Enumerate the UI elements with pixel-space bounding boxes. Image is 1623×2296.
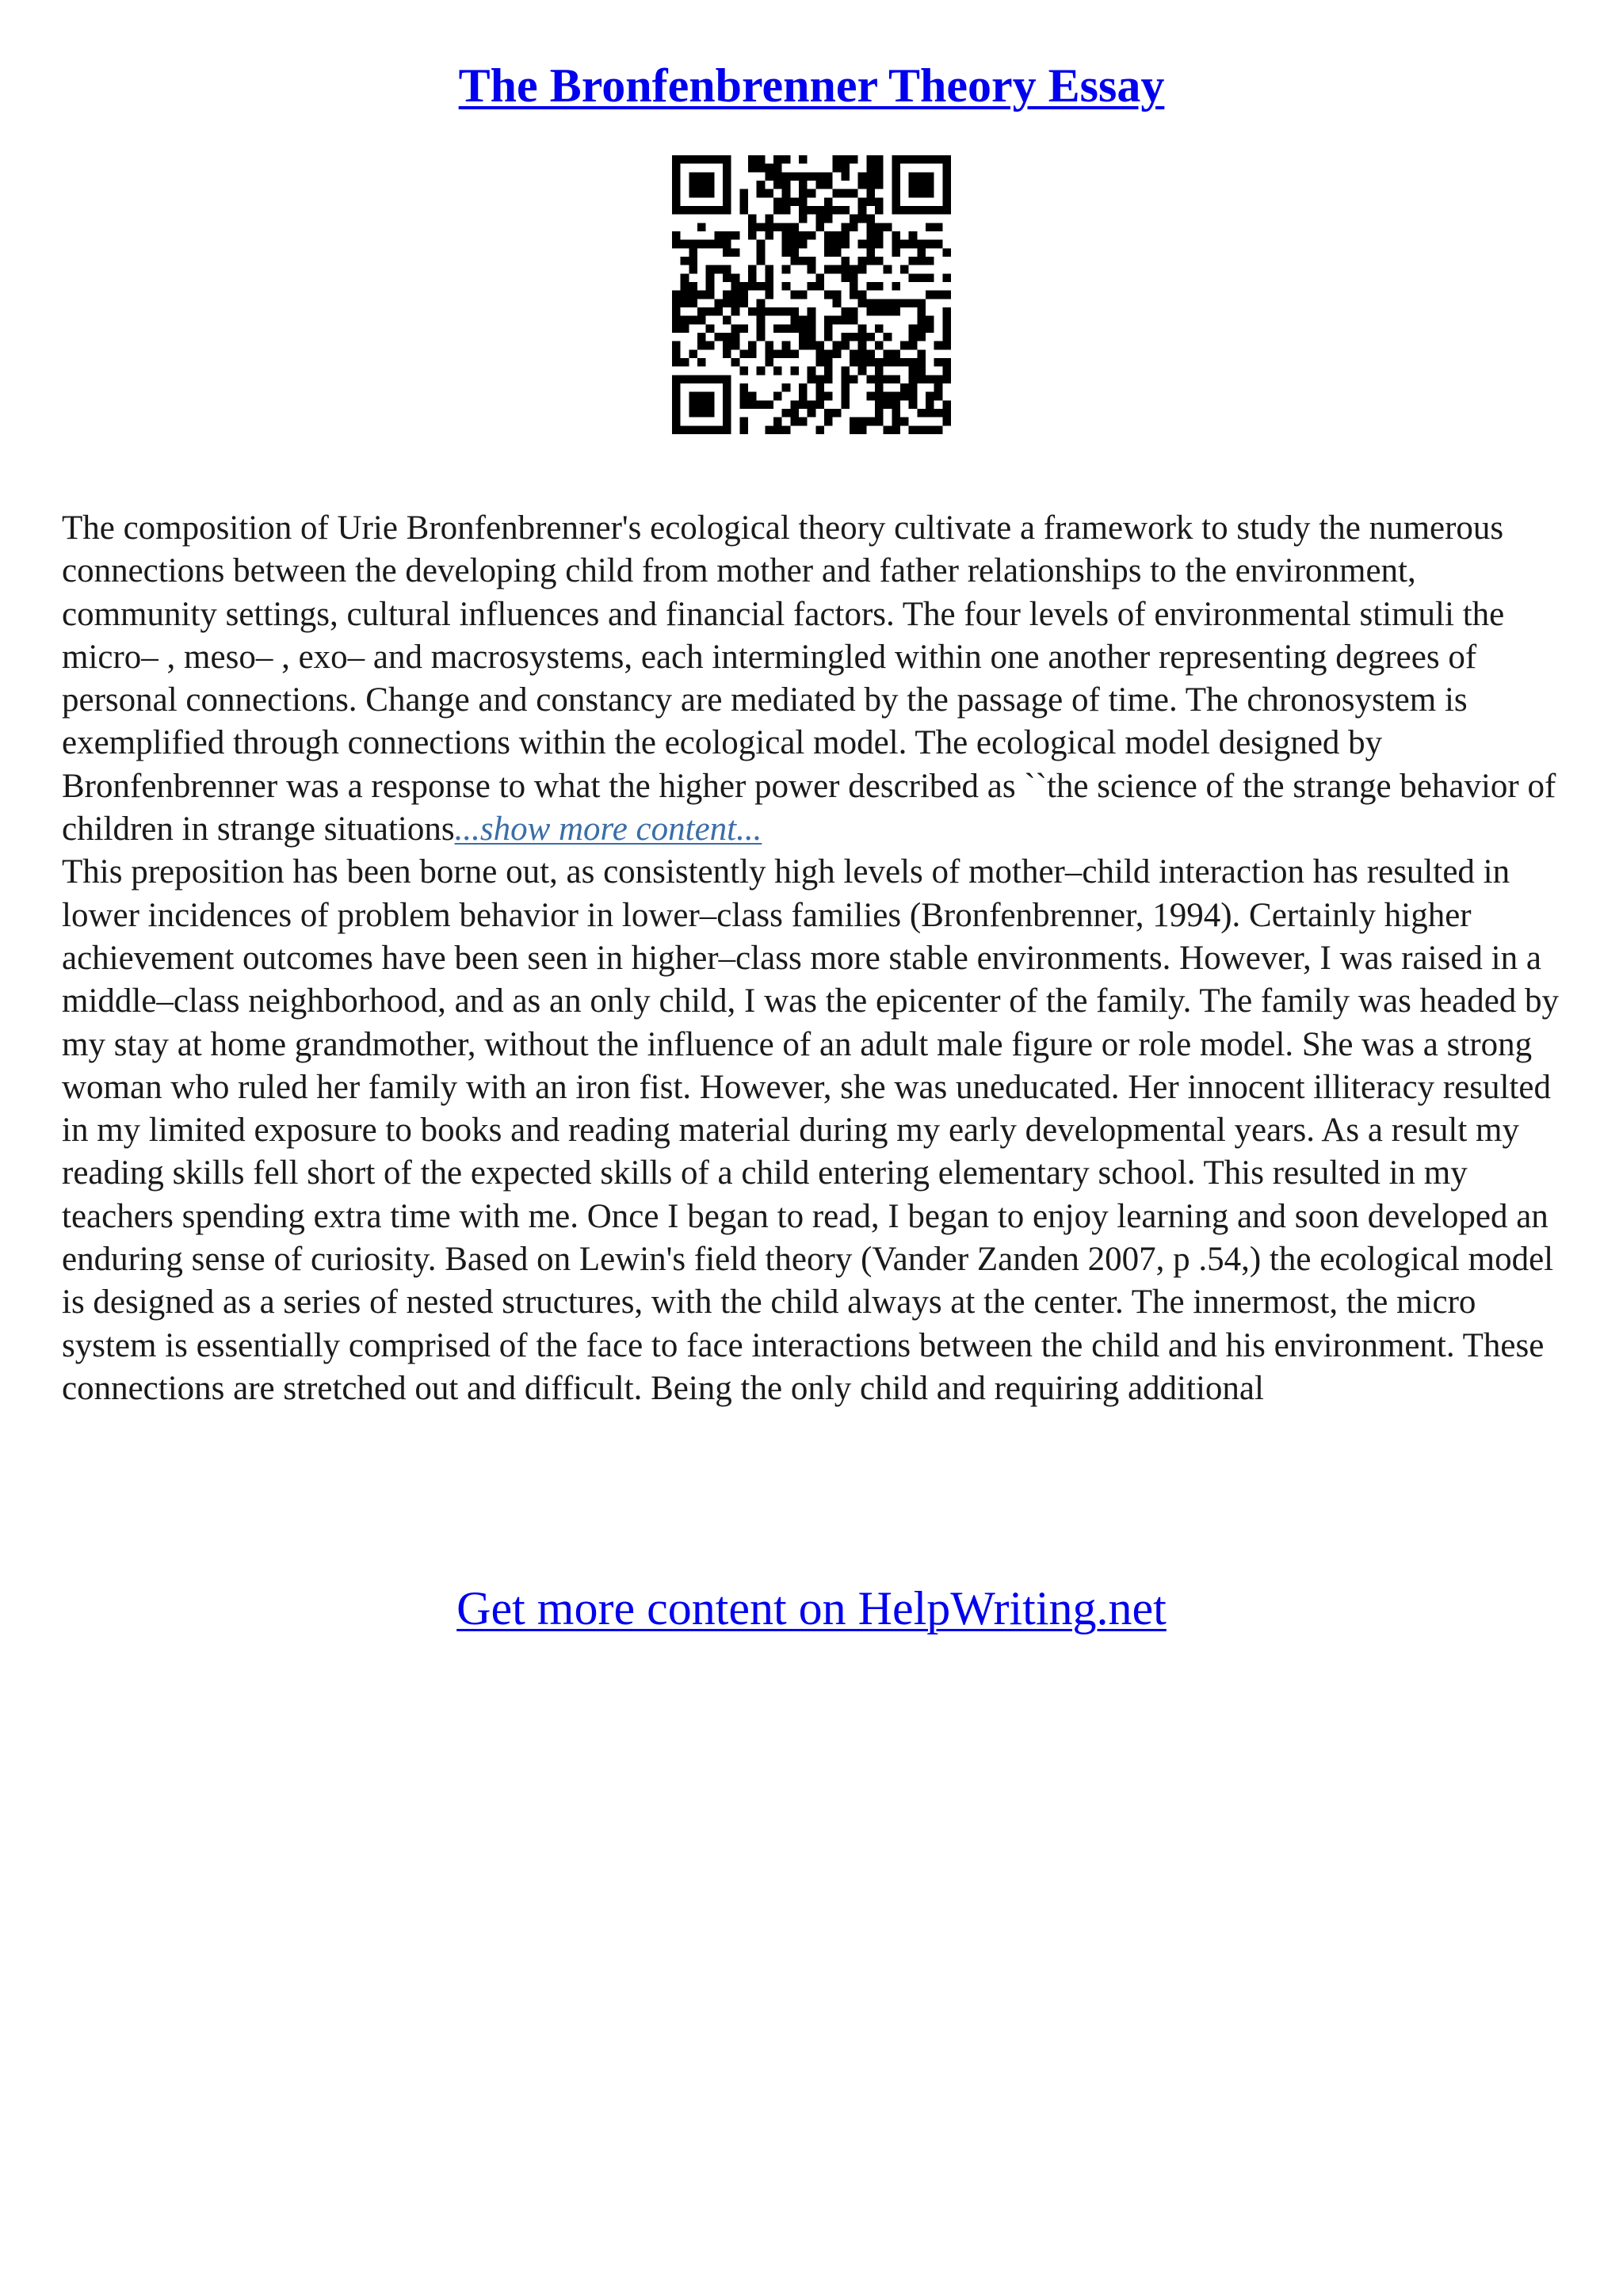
show-more-link[interactable]: ...show more content...: [454, 810, 762, 849]
footer: [0, 1577, 1623, 1640]
get-more-content-link[interactable]: Get more content on HelpWriting.net: [456, 1582, 1167, 1634]
paragraph-1-text: The composition of Urie Bronfenbrenner's ecological theory cultivate a framework to study the numerous connections between the developing child from mother and father relationships to the environment, community settings, cultural influences and financial factors. The four levels of environmental stimuli the micro– , meso– , exo– and macrosystems, each intermingled within one another representing degrees of personal connections. Change and constancy are mediated by the passage of time. The chronosystem is exemplified through connections within the ecological model. The ecological model designed by Bronfenbrenner was a response to what the higher power described as ``the science of the strange behavior of children in strange situations: [62, 509, 1556, 849]
page-title: [0, 54, 1623, 117]
title-link[interactable]: The Bronfenbrenner Theory Essay: [458, 59, 1165, 112]
essay-body: [62, 507, 1568, 1410]
qr-code-icon: [672, 155, 951, 434]
essay-paragraph-1: [62, 507, 1568, 851]
essay-paragraph-2: This preposition has been borne out, as consistently high levels of mother–child interaction has resulted in lower incidences of problem behavior in lower–class families (Bronfenbrenner, 1994). Certainly higher achievement outcomes have been seen in higher–class more stable environments. However, I was raised in a middle–class neighborhood, and as an only child, I was the epicenter of the family. The family was headed by my stay at home grandmother, without the influence of an adult male figure or role model. She was a strong woman who ruled her family with an iron fist. However, she was uneducated. Her innocent illiteracy resulted in my limited exposure to books and reading material during my early developmental years. As a result my reading skills fell short of the expected skills of a child entering elementary school. This resulted in my teachers spending extra time with me. Once I began to read, I began to enjoy learning and soon developed an enduring sense of curiosity. Based on Lewin's field theory (Vander Zanden 2007, p .54,) the ecological model is designed as a series of nested structures, with the child always at the center. The innermost, the micro system is essentially comprised of the face to face interactions between the child and his environment. These connections are stretched out and difficult. Being the only child and requiring additional: [62, 853, 1560, 1407]
